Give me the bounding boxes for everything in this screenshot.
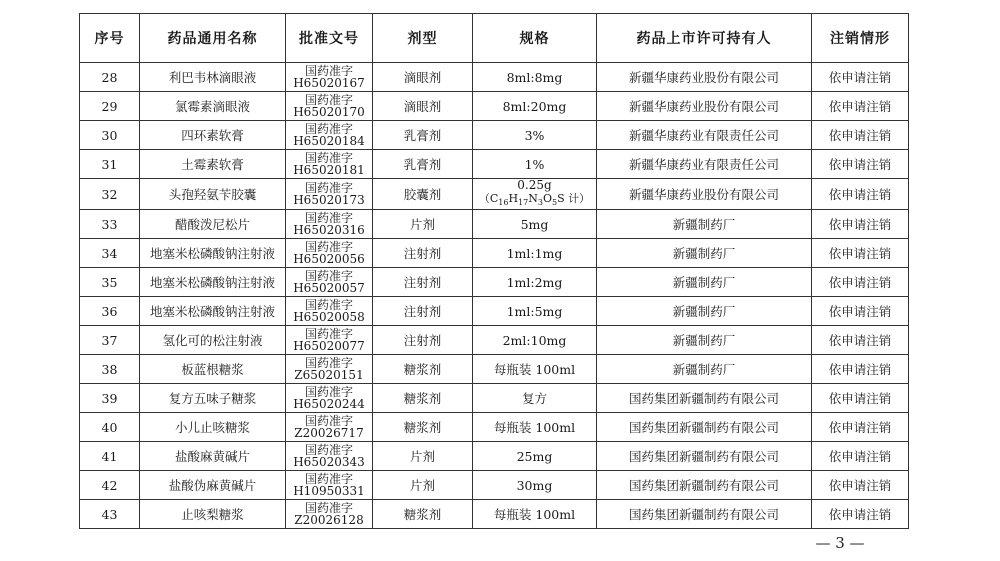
approval-prefix: 国药准字	[304, 121, 353, 136]
table-row	[80, 471, 909, 500]
approval-prefix: 国药准字	[304, 442, 353, 457]
cell-dosage-form: 糖浆剂	[373, 355, 473, 384]
cell-specification: 复方	[473, 384, 597, 413]
cell-approval-number	[286, 500, 373, 529]
table-row	[80, 268, 909, 297]
cell-marketing-authorization-holder: 新疆华康药业股份有限公司	[597, 92, 812, 121]
approval-number-stack	[286, 444, 372, 469]
cell-drug-name: 复方五味子糖浆	[140, 384, 286, 413]
cell-marketing-authorization-holder: 新疆华康药业股份有限公司	[597, 63, 812, 92]
approval-prefix: 国药准字	[304, 268, 353, 283]
cell-dosage-form: 糖浆剂	[373, 413, 473, 442]
approval-code: Z20026717	[294, 426, 364, 441]
cell-marketing-authorization-holder: 新疆华康药业有限责任公司	[597, 150, 812, 179]
cell-specification: 30mg	[473, 471, 597, 500]
cell-approval-number	[286, 355, 373, 384]
cell-approval-number	[286, 150, 373, 179]
cell-serial-number: 39	[80, 384, 140, 413]
cell-specification: 每瓶装 100ml	[473, 355, 597, 384]
specification-value: 0.25g	[517, 178, 552, 192]
approval-prefix: 国药准字	[304, 326, 353, 341]
approval-number-stack	[286, 94, 372, 119]
table-body	[80, 63, 909, 529]
formula-element: S	[557, 192, 565, 205]
cell-cancellation-status: 依申请注销	[812, 500, 909, 529]
cell-serial-number: 32	[80, 179, 140, 210]
cell-marketing-authorization-holder: 国药集团新疆制药有限公司	[597, 413, 812, 442]
formula-subscript: 16	[498, 198, 509, 208]
approval-code: H10950331	[293, 484, 365, 499]
cell-approval-number	[286, 326, 373, 355]
formula-subscript: 5	[552, 198, 558, 208]
approval-prefix: 国药准字	[304, 500, 353, 515]
cell-serial-number: 42	[80, 471, 140, 500]
cell-drug-name: 盐酸麻黄碱片	[140, 442, 286, 471]
approval-prefix: 国药准字	[304, 355, 353, 370]
approval-prefix: 国药准字	[304, 180, 353, 195]
approval-number-stack	[286, 415, 372, 440]
approval-number-stack	[286, 152, 372, 177]
header-dosage-form: 剂型	[373, 14, 473, 63]
cell-serial-number: 30	[80, 121, 140, 150]
table-row	[80, 179, 909, 210]
table-row	[80, 384, 909, 413]
cell-drug-name: 板蓝根糖浆	[140, 355, 286, 384]
cell-specification: 每瓶装 100ml	[473, 413, 597, 442]
cell-marketing-authorization-holder: 新疆制药厂	[597, 355, 812, 384]
cell-dosage-form: 片剂	[373, 442, 473, 471]
approval-code: H65020058	[293, 310, 365, 325]
cell-cancellation-status: 依申请注销	[812, 92, 909, 121]
approval-code: H65020170	[293, 105, 365, 119]
table-row	[80, 92, 909, 121]
header-specification: 规格	[473, 14, 597, 63]
cell-drug-name: 土霉素软膏	[140, 150, 286, 179]
table-row	[80, 63, 909, 92]
approval-prefix: 国药准字	[304, 384, 353, 399]
approval-code: H65020173	[293, 193, 365, 208]
cell-approval-number	[286, 268, 373, 297]
cell-drug-name: 利巴韦林滴眼液	[140, 63, 286, 92]
cell-dosage-form: 滴眼剂	[373, 63, 473, 92]
cell-dosage-form: 片剂	[373, 471, 473, 500]
cell-cancellation-status: 依申请注销	[812, 63, 909, 92]
approval-prefix: 国药准字	[304, 210, 353, 225]
cell-serial-number: 29	[80, 92, 140, 121]
cell-cancellation-status: 依申请注销	[812, 355, 909, 384]
approval-prefix: 国药准字	[304, 413, 353, 428]
cell-specification: 8ml:20mg	[473, 92, 597, 121]
cell-approval-number	[286, 384, 373, 413]
cell-marketing-authorization-holder: 新疆华康药业股份有限公司	[597, 179, 812, 210]
cell-cancellation-status: 依申请注销	[812, 384, 909, 413]
table-row	[80, 297, 909, 326]
cell-serial-number: 28	[80, 63, 140, 92]
approval-prefix: 国药准字	[304, 471, 353, 486]
table-row	[80, 442, 909, 471]
formula-element: N	[528, 192, 538, 205]
cell-drug-name: 氯霉素滴眼液	[140, 92, 286, 121]
cell-dosage-form: 注射剂	[373, 239, 473, 268]
cell-approval-number	[286, 63, 373, 92]
cell-drug-name: 止咳梨糖浆	[140, 500, 286, 529]
approval-number-stack	[286, 473, 372, 498]
cell-drug-name: 四环素软膏	[140, 121, 286, 150]
cell-cancellation-status: 依申请注销	[812, 210, 909, 239]
approval-prefix: 国药准字	[304, 297, 353, 312]
approval-number-stack	[286, 270, 372, 295]
cell-dosage-form: 片剂	[373, 210, 473, 239]
cell-marketing-authorization-holder: 国药集团新疆制药有限公司	[597, 384, 812, 413]
cell-cancellation-status: 依申请注销	[812, 121, 909, 150]
cell-marketing-authorization-holder: 国药集团新疆制药有限公司	[597, 442, 812, 471]
cell-drug-name: 地塞米松磷酸钠注射液	[140, 268, 286, 297]
cell-approval-number	[286, 121, 373, 150]
formula-open: （C	[478, 192, 499, 205]
approval-code: H65020167	[293, 76, 365, 90]
cell-dosage-form: 注射剂	[373, 268, 473, 297]
cell-dosage-form: 滴眼剂	[373, 92, 473, 121]
approval-number-stack	[286, 123, 372, 148]
formula-subscript: 3	[537, 198, 543, 208]
approval-code: H65020244	[293, 397, 365, 412]
specification-formula-note	[479, 192, 590, 209]
approval-prefix: 国药准字	[304, 239, 353, 254]
table-row	[80, 239, 909, 268]
cell-dosage-form: 乳膏剂	[373, 150, 473, 179]
cell-cancellation-status: 依申请注销	[812, 150, 909, 179]
cell-drug-name: 醋酸泼尼松片	[140, 210, 286, 239]
cell-serial-number: 35	[80, 268, 140, 297]
cell-serial-number: 41	[80, 442, 140, 471]
cell-marketing-authorization-holder: 新疆制药厂	[597, 268, 812, 297]
cell-specification: 1%	[473, 150, 597, 179]
approval-number-stack	[286, 357, 372, 382]
approval-prefix: 国药准字	[304, 92, 353, 107]
header-marketing-authorization-holder: 药品上市许可持有人	[597, 14, 812, 63]
cell-serial-number: 43	[80, 500, 140, 529]
approval-code: Z20026128	[294, 513, 364, 528]
cell-drug-name: 氢化可的松注射液	[140, 326, 286, 355]
cell-serial-number: 31	[80, 150, 140, 179]
cell-cancellation-status: 依申请注销	[812, 239, 909, 268]
approval-code: H65020343	[293, 455, 365, 470]
table-row	[80, 500, 909, 529]
approval-prefix: 国药准字	[304, 150, 353, 165]
table-row	[80, 355, 909, 384]
approval-number-stack	[286, 65, 372, 90]
table-row	[80, 326, 909, 355]
header-approval-number: 批准文号	[286, 14, 373, 63]
header-cancellation-status: 注销情形	[812, 14, 909, 63]
cell-serial-number: 34	[80, 239, 140, 268]
cell-serial-number: 33	[80, 210, 140, 239]
cell-specification: 8ml:8mg	[473, 63, 597, 92]
cell-approval-number	[286, 413, 373, 442]
specification-stack	[473, 179, 596, 209]
formula-element: O	[542, 192, 552, 205]
cell-specification: 1ml:5mg	[473, 297, 597, 326]
header-serial-number: 序号	[80, 14, 140, 63]
approval-code: Z65020151	[294, 368, 364, 383]
cell-marketing-authorization-holder: 国药集团新疆制药有限公司	[597, 471, 812, 500]
table-row	[80, 121, 909, 150]
cell-approval-number	[286, 92, 373, 121]
cell-dosage-form: 胶囊剂	[373, 179, 473, 210]
cell-cancellation-status: 依申请注销	[812, 442, 909, 471]
cell-cancellation-status: 依申请注销	[812, 268, 909, 297]
cell-dosage-form: 注射剂	[373, 297, 473, 326]
cell-serial-number: 40	[80, 413, 140, 442]
formula-close: 计）	[564, 192, 591, 205]
cell-cancellation-status: 依申请注销	[812, 471, 909, 500]
cell-marketing-authorization-holder: 新疆制药厂	[597, 210, 812, 239]
cell-drug-name: 地塞米松磷酸钠注射液	[140, 297, 286, 326]
cell-serial-number: 36	[80, 297, 140, 326]
cell-serial-number: 37	[80, 326, 140, 355]
cell-specification: 1ml:2mg	[473, 268, 597, 297]
cell-specification: 5mg	[473, 210, 597, 239]
cell-specification	[473, 179, 597, 210]
cell-dosage-form: 糖浆剂	[373, 500, 473, 529]
cell-marketing-authorization-holder: 新疆制药厂	[597, 326, 812, 355]
cell-approval-number	[286, 442, 373, 471]
cell-dosage-form: 乳膏剂	[373, 121, 473, 150]
cell-cancellation-status: 依申请注销	[812, 413, 909, 442]
drug-cancellation-table	[79, 13, 909, 529]
cell-marketing-authorization-holder: 国药集团新疆制药有限公司	[597, 500, 812, 529]
cell-dosage-form: 糖浆剂	[373, 384, 473, 413]
approval-code: H65020056	[293, 252, 365, 267]
cell-drug-name: 地塞米松磷酸钠注射液	[140, 239, 286, 268]
approval-number-stack	[286, 299, 372, 324]
cell-serial-number: 38	[80, 355, 140, 384]
formula-element: H	[508, 192, 519, 205]
cell-approval-number	[286, 297, 373, 326]
cell-approval-number	[286, 179, 373, 210]
approval-number-stack	[286, 182, 372, 207]
table-header-row	[80, 14, 909, 63]
approval-number-stack	[286, 241, 372, 266]
approval-code: H65020184	[293, 134, 365, 148]
cell-approval-number	[286, 210, 373, 239]
cell-approval-number	[286, 471, 373, 500]
cell-cancellation-status: 依申请注销	[812, 326, 909, 355]
cell-specification: 3%	[473, 121, 597, 150]
cell-drug-name: 头孢羟氨苄胶囊	[140, 179, 286, 210]
cell-drug-name: 盐酸伪麻黄碱片	[140, 471, 286, 500]
approval-number-stack	[286, 502, 372, 527]
cell-marketing-authorization-holder: 新疆华康药业有限责任公司	[597, 121, 812, 150]
cell-dosage-form: 注射剂	[373, 326, 473, 355]
table-row	[80, 413, 909, 442]
cell-cancellation-status: 依申请注销	[812, 179, 909, 210]
cell-specification: 25mg	[473, 442, 597, 471]
approval-number-stack	[286, 212, 372, 237]
cell-approval-number	[286, 239, 373, 268]
cell-specification: 2ml:10mg	[473, 326, 597, 355]
header-drug-generic-name: 药品通用名称	[140, 14, 286, 63]
cell-marketing-authorization-holder: 新疆制药厂	[597, 297, 812, 326]
approval-code: H65020077	[293, 339, 365, 354]
formula-subscript: 17	[518, 198, 529, 208]
cell-specification: 每瓶装 100ml	[473, 500, 597, 529]
approval-number-stack	[286, 386, 372, 411]
cell-drug-name: 小儿止咳糖浆	[140, 413, 286, 442]
page-number: — 3 —	[815, 534, 865, 552]
cell-marketing-authorization-holder: 新疆制药厂	[597, 239, 812, 268]
table-row	[80, 150, 909, 179]
cell-specification: 1ml:1mg	[473, 239, 597, 268]
cell-cancellation-status: 依申请注销	[812, 297, 909, 326]
approval-code: H65020316	[293, 223, 365, 238]
approval-code: H65020057	[293, 281, 365, 296]
approval-number-stack	[286, 328, 372, 353]
approval-code: H65020181	[293, 163, 365, 177]
approval-prefix: 国药准字	[304, 63, 353, 78]
table-row	[80, 210, 909, 239]
